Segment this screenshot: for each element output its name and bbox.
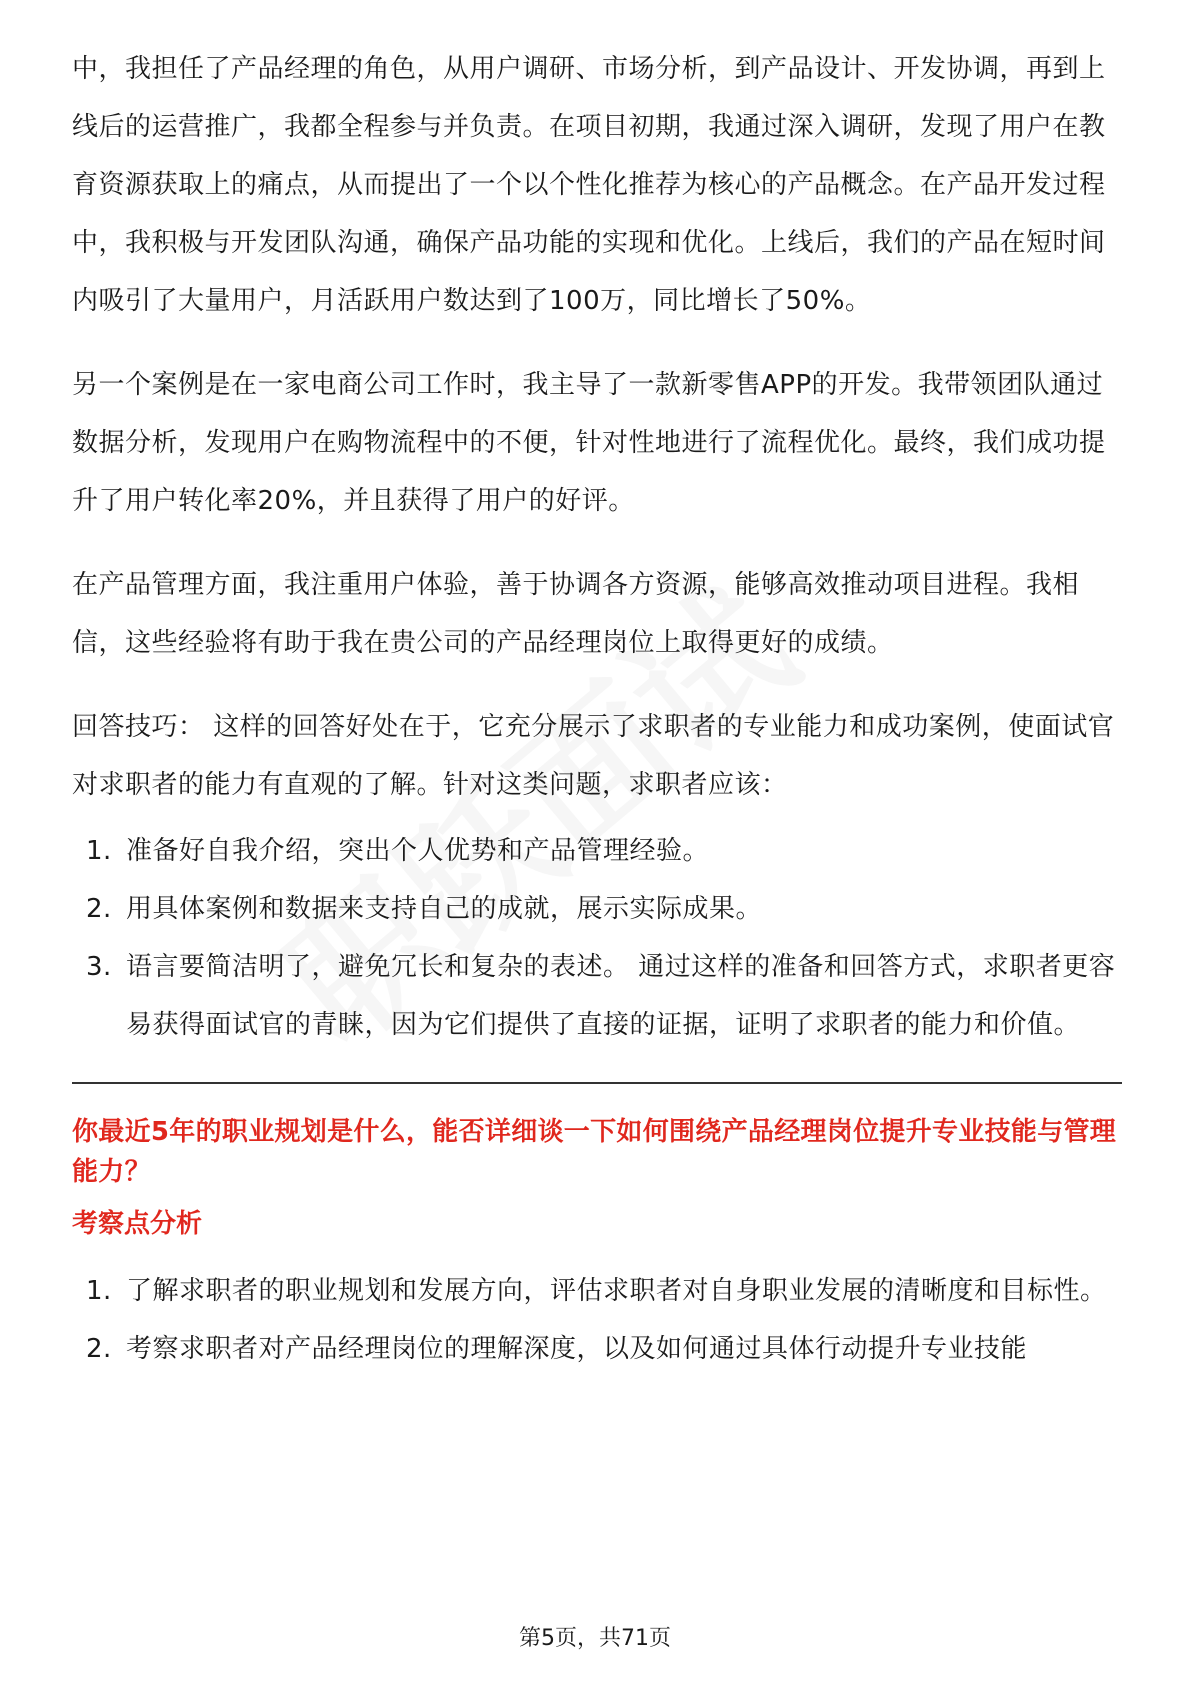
page-footer: 第5页，共71页 [519,1626,671,1651]
tips-list [72,822,1122,1054]
paragraph-project-experience: 中，我担任了产品经理的角色，从用户调研、市场分析，到产品设计、开发协调，再到上线后的运营推广，我都全程参与并负责。在项目初期，我通过深入调研，发现了用户在教育资源获取上的痛点，从而提出了一个以个性化推荐为核心的产品概念。在产品开发过程中，我积极与开发团队沟通，确保产品功能的实现和优化。上线后，我们的产品在短时间内吸引了大量用户，月活跃用户数达到了100万，同比增长了50%。 [72,54,1106,316]
paragraph-answer-tips: 回答技巧： 这样的回答好处在于，它充分展示了求职者的专业能力和成功案例，使面试官对求职者的能力有直观的了解。针对这类问题，求职者应该： [72,712,1115,800]
list-number: 2. [86,894,112,924]
list-item [72,938,1122,1054]
list-text: 准备好自我介绍，突出个人优势和产品管理经验。 [126,836,710,866]
list-item [72,880,1122,938]
list-number: 3. [86,952,112,982]
list-text: 用具体案例和数据来支持自己的成就，展示实际成果。 [126,894,763,924]
paragraph-ecommerce-case: 另一个案例是在一家电商公司工作时，我主导了一款新零售APP的开发。我带领团队通过数据分析，发现用户在购物流程中的不便，针对性地进行了流程优化。最终，我们成功提升了用户转化率20%，并且获得了用户的好评。 [72,370,1106,516]
list-text: 了解求职者的职业规划和发展方向，评估求职者对自身职业发展的清晰度和目标性。 [126,1276,1107,1306]
list-number: 1. [86,836,112,866]
list-item [72,822,1122,880]
analysis-list [72,1262,1122,1378]
document-page [72,40,1122,1378]
list-number: 2. [86,1334,112,1364]
section-divider [72,1082,1122,1084]
analysis-title: 考察点分析 [72,1209,203,1239]
list-number: 1. [86,1276,112,1306]
question-heading: 你最近5年的职业规划是什么，能否详细谈一下如何围绕产品经理岗位提升专业技能与管理能力？ [72,1117,1117,1187]
list-text: 考察求职者对产品经理岗位的理解深度，以及如何通过具体行动提升专业技能 [126,1334,1028,1364]
list-text: 语言要简洁明了，避免冗长和复杂的表述。 通过这样的准备和回答方式，求职者更容易获得面试官的青睐，因为它们提供了直接的证据，证明了求职者的能力和价值。 [126,952,1116,1040]
list-item [72,1320,1122,1378]
paragraph-product-management: 在产品管理方面，我注重用户体验，善于协调各方资源，能够高效推动项目进程。我相信，这些经验将有助于我在贵公司的产品经理岗位上取得更好的成绩。 [72,570,1080,658]
list-item [72,1262,1122,1320]
